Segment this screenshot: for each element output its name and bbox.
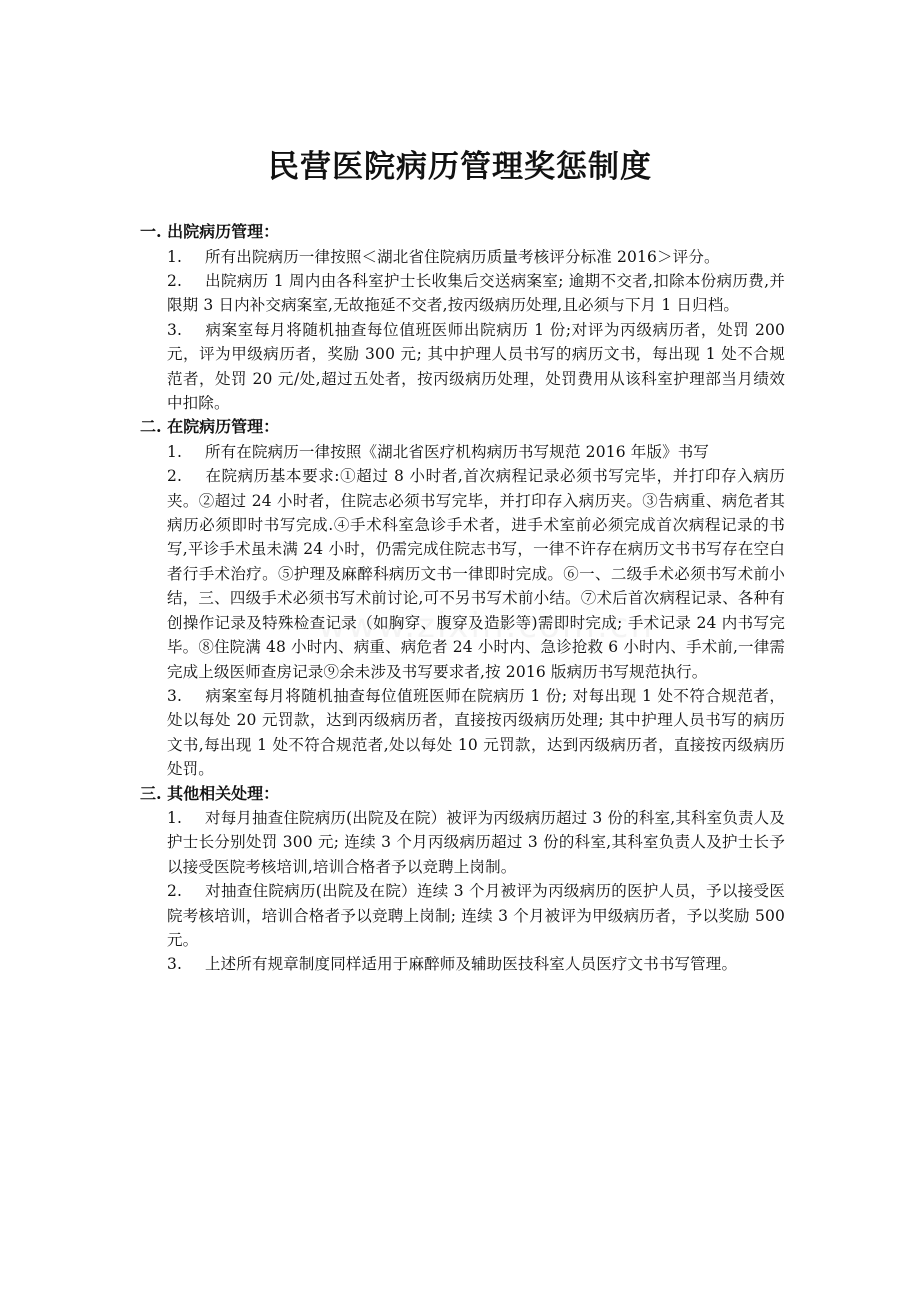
list-item [167,879,785,952]
list-item [167,684,785,782]
item-text: 对抽查住院病历(出院及在院）连续 3 个月被评为丙级病历的医护人员，予以接受医院考核培训，培训合格者予以竞聘上岗制; 连续 3 个月被评为甲级病历者，予以奖励 500 元。 [167,882,785,950]
item-number: 3. [167,686,183,705]
list-item [167,806,785,879]
item-text: 对每月抽查住院病历(出院及在院）被评为丙级病历超过 3 份的科室,其科室负责人及护士长分别处罚 300 元; 连续 3 个月丙级病历超过 3 份的科室,其科室负责人及护士长予以接受医院考核培训,培训合格者予以竞聘上岗制。 [167,809,785,876]
item-text: 在院病历基本要求:①超过 8 小时者,首次病程记录必须书写完毕，并打印存入病历夹。②超过 24 小时者，住院志必须书写完毕，并打印存入病历夹。③告病重、病危者其病历必须即时书写完成.④手术科室急诊手术者，进手术室前必须完成首次病程记录的书写,平诊手术虽未满 24 小时，仍需完成住院志书写，一律不许存在病历文书书写存在空白者行手术治疗。⑤护理及麻醉科病历文书一律即时完成。⑥一、二级手术必须书写术前小结，三、四级手术必须书写术前讨论,可不另书写术前小结。⑦术后首次病程记录、各种有创操作记录及特殊检查记录（如胸穿、腹穿及造影等)需即时完成; 手术记录 24 内书写完毕。⑧住院满 48 小时内、病重、病危者 24 小时内、急诊抢救 6 小时内、手术前,一律需完成上级医师查房记录⑨余未涉及书写要求者,按 2016 版病历书写规范执行。 [167,467,785,681]
list-item [167,318,785,416]
item-number: 1. [167,809,183,828]
list-item [167,952,785,976]
document-body [140,220,785,977]
item-text: 病案室每月将随机抽查每位值班医师出院病历 1 份;对评为丙级病历者，处罚 200 元，评为甲级病历者，奖励 300 元; 其中护理人员书写的病历文书，每出现 1 处不合规范者，处罚 20 元/处,超过五处者，按丙级病历处理，处罚费用从该科室护理部当月绩效中扣除。 [167,320,785,412]
section-heading: 一. 出院病历管理： [140,222,280,241]
list-item [167,245,785,269]
item-text: 所有出院病历一律按照＜湖北省住院病历质量考核评分标准 2016＞评分。 [205,247,720,266]
section-heading: 二. 在院病历管理： [140,417,280,437]
item-number: 2. [167,882,183,901]
item-number: 3. [167,955,183,974]
item-number: 1. [167,442,183,461]
item-number: 1. [167,247,183,266]
item-text: 上述所有规章制度同样适用于麻醉师及辅助医技科室人员医疗文书书写管理。 [205,955,738,974]
section-discharge-records [140,220,785,415]
list-item [167,269,785,318]
item-number: 2. [167,271,183,290]
list-item [167,464,785,684]
section-other-handling [140,782,785,977]
item-text: 所有在院病历一律按照《湖北省医疗机构病历书写规范 2016 年版》书写 [205,442,710,461]
section-inpatient-records [140,415,785,781]
item-text: 病案室每月将随机抽查每位值班医师在院病历 1 份; 对每出现 1 处不符合规范者，处以每处 20 元罚款，达到丙级病历者，直接按丙级病历处理; 其中护理人员书写的病历文书,每出现 1 处不符合规范者,处以每处 10 元罚款，达到丙级病历者，直接按丙级病历处罚。 [167,686,785,779]
item-number: 2. [167,467,183,486]
section-heading: 三. 其他相关处理： [140,783,280,803]
item-text: 出院病历 1 周内由各科室护士长收集后交送病案室; 逾期不交者,扣除本份病历费,并限期 3 日内补交病案室,无故拖延不交者,按丙级病历处理,且必须与下月 1 日归档。 [167,271,785,315]
item-number: 3. [167,320,183,339]
document-title: 民营医院病历管理奖惩制度 [268,149,652,185]
list-item [167,440,785,464]
